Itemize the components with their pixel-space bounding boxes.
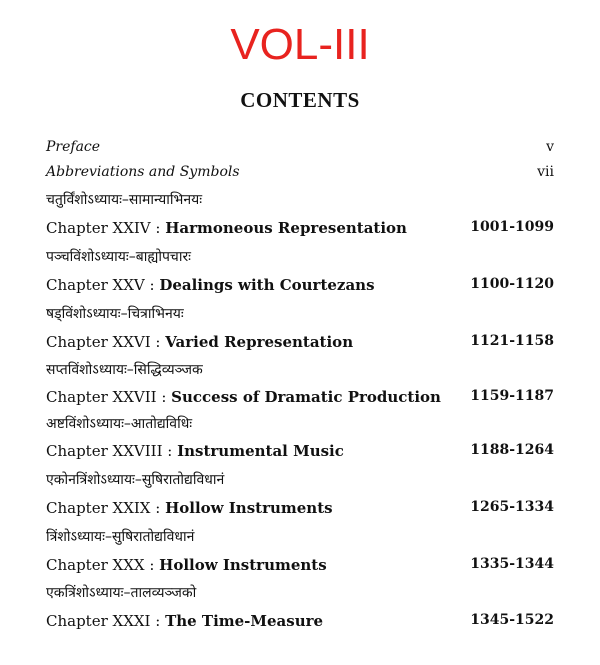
chapter-number: Chapter XXIX : [46,499,166,517]
chapter-pages: 1188-1264 [470,442,554,458]
chapter-label [46,219,407,237]
chapter-title: Hollow Instruments [159,556,327,574]
chapter-number: Chapter XXX : [46,556,160,574]
sanskrit-text: चतुर्विंशोऽध्यायः–सामान्याभिनयः [46,192,203,208]
chapter-title: Harmoneous Representation [165,219,407,237]
front-matter-label: Preface [46,139,101,155]
chapter-pages: 1121-1158 [470,333,554,349]
chapter-title: Instrumental Music [177,442,344,460]
contents-heading: CONTENTS [240,88,360,112]
sanskrit-text: एकत्रिंशोऽध्यायः–तालव्यञ्जको [46,585,197,601]
front-matter-page: vii [537,164,554,180]
chapter-title: Dealings with Courtezans [159,276,375,294]
chapter-number: Chapter XXVI : [46,333,166,351]
sanskrit-text: सप्तविंशोऽध्यायः–सिद्धिव्यञ्जक [46,362,203,378]
volume-title: VOL-III [230,20,370,69]
chapter-label [46,612,323,630]
chapter-number: Chapter XXXI : [46,612,166,630]
chapter-pages: 1335-1344 [470,556,554,572]
chapter-label [46,556,327,574]
chapter-title: The Time-Measure [165,612,324,630]
chapter-label [46,276,375,294]
chapter-pages: 1265-1334 [470,499,554,515]
sanskrit-text: एकोनत्रिंशोऽध्यायः–सुषिरातोद्यविधानं [46,472,225,488]
chapter-number: Chapter XXIV : [46,219,166,237]
chapter-title: Hollow Instruments [165,499,333,517]
chapter-label [46,499,333,517]
chapter-number: Chapter XXVII : [46,388,172,406]
chapter-pages: 1345-1522 [470,612,554,628]
chapter-label [46,388,441,406]
front-matter-page: v [546,139,554,155]
front-matter-label: Abbreviations and Symbols [46,164,240,180]
sanskrit-text: पञ्चविंशोऽध्यायः–बाह्योपचारः [46,249,191,265]
chapter-label [46,442,344,460]
chapter-pages: 1100-1120 [470,276,554,292]
chapter-number: Chapter XXV : [46,276,160,294]
chapter-title: Varied Representation [165,333,354,351]
sanskrit-text: षड्विंशोऽध्यायः–चित्राभिनयः [46,306,184,322]
chapter-pages: 1159-1187 [470,388,554,404]
chapter-number: Chapter XXVIII : [46,442,178,460]
chapter-label [46,333,353,351]
chapter-pages: 1001-1099 [470,219,554,235]
sanskrit-text: त्रिंशोऽध्यायः–सुषिरातोद्यविधानं [46,529,195,545]
sanskrit-text: अष्टविंशोऽध्यायः–आतोद्यविधिः [46,416,193,432]
chapter-title: Success of Dramatic Production [171,388,441,406]
